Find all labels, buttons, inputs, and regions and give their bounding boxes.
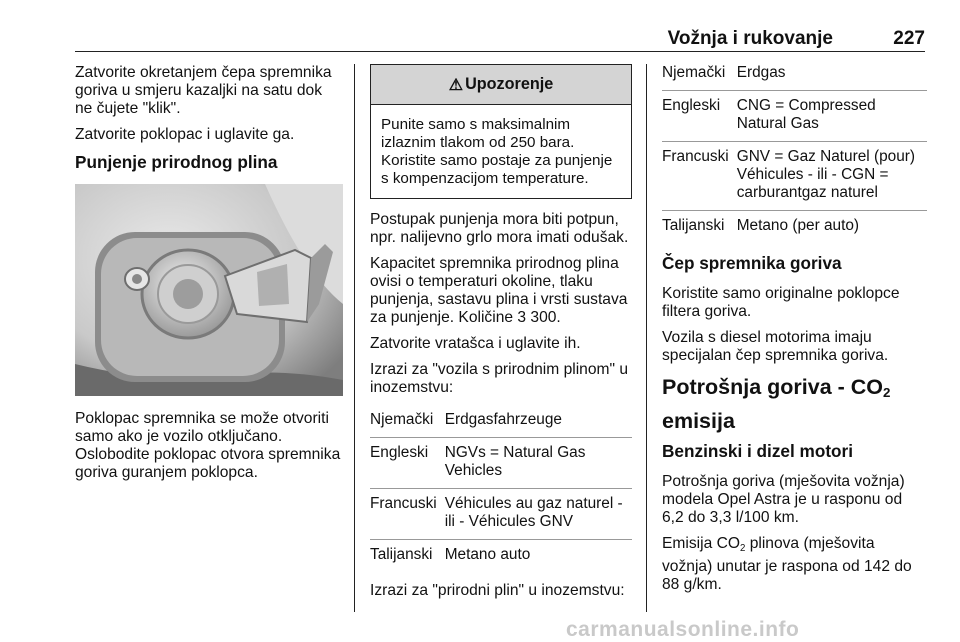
term-cell: Metano auto — [444, 546, 531, 563]
term-cell: NGVs = Natural Gas Vehicles — [445, 438, 632, 489]
table-row — [662, 211, 927, 244]
language-cell: Talijanski — [662, 217, 725, 234]
term-cell: GNV = Gaz Naturel (pour) Véhicules - ili - CGN = carburantgaz naturel — [737, 142, 927, 211]
column-left — [75, 64, 343, 490]
column-middle — [370, 64, 632, 608]
paragraph-complete-filling: Postupak punjenja mora biti potpun, npr. nalijevno grlo mora imati odušak. — [370, 211, 629, 246]
heading-petrol-diesel: Benzinski i dizel motori — [662, 441, 854, 461]
column-divider-left — [354, 64, 355, 612]
warning-text: Punite samo s maksimalnim izlaznim tlakom od 250 bara. Koristite samo postaje za punjenje s kompenzacijom temperature. — [381, 116, 613, 187]
term-cell: Erdgasfahrzeuge — [445, 405, 632, 438]
paragraph-close-door: Zatvorite vratašca i uglavite ih. — [370, 335, 581, 352]
table-row — [662, 58, 927, 91]
emission-text: Emisija CO — [662, 535, 740, 552]
column-divider-right — [646, 64, 647, 612]
watermark: carmanualsonline.info — [566, 618, 800, 641]
paragraph-close-flap: Zatvorite poklopac i uglavite ga. — [75, 126, 295, 143]
page-reference: 300. — [526, 309, 561, 326]
language-cell: Francuski — [662, 142, 737, 211]
paragraph-close-cap: Zatvorite okretanjem čepa spremnika goriva u smjeru kazaljki na satu dok ne čujete "klik". — [75, 64, 332, 117]
paragraph-tank-capacity — [370, 255, 632, 327]
table-row — [662, 142, 927, 211]
language-cell: Talijanski — [370, 546, 433, 563]
column-right — [662, 64, 927, 602]
term-cell: Metano (per auto) — [736, 217, 860, 234]
table-row — [370, 489, 632, 540]
warning-title: Upozorenje — [465, 75, 554, 93]
page-number: 227 — [893, 28, 925, 49]
paragraph-diesel-cap: Vozila s diesel motorima imaju specijalan čep spremnika goriva. — [662, 329, 889, 364]
term-cell: Véhicules au gaz naturel - ili - Véhicules GNV — [445, 489, 632, 540]
term-cell: CNG = Compressed Natural Gas — [737, 91, 927, 142]
vehicle-terms-table — [370, 405, 632, 572]
heading-text: Potrošnja goriva - CO — [662, 375, 884, 399]
heading-fuel-consumption-co2 — [662, 373, 927, 435]
table-row — [370, 405, 632, 438]
language-cell: Francuski — [370, 489, 445, 540]
language-cell: Engleski — [370, 438, 445, 489]
emission-text-rest: plinova (mješovita vožnja) unutar je raspona od 142 do 88 g/km. — [662, 535, 912, 593]
paragraph-unlock-flap: Poklopac spremnika se može otvoriti samo ako je vozilo otključano. Oslobodite poklopac otvora spremnika goriva guranjem poklopca. — [75, 410, 341, 481]
paragraph-emissions-range — [662, 535, 927, 594]
paragraph-original-caps: Koristite samo originalne poklopce filtera goriva. — [662, 285, 900, 320]
term-cell: Erdgas — [737, 58, 927, 91]
table-row — [662, 91, 927, 142]
paragraph-consumption-range: Potrošnja goriva (mješovita vožnja) modela Opel Astra je u rasponu od 6,2 do 3,3 l/100 km. — [662, 473, 905, 526]
warning-box — [370, 64, 632, 199]
page-header — [75, 22, 925, 52]
language-cell: Njemački — [662, 58, 737, 91]
page-reference-icon: 3 — [517, 309, 527, 326]
warning-triangle-icon: ⚠ — [448, 76, 464, 94]
language-cell: Engleski — [662, 91, 737, 142]
warning-header — [371, 65, 631, 105]
fuel-filler-photo — [75, 184, 343, 396]
heading-fuel-cap: Čep spremnika goriva — [662, 253, 842, 273]
heading-text-emissions: emisija — [662, 409, 735, 433]
table-row — [370, 540, 632, 573]
paragraph-vehicle-terms-intro: Izrazi za "vozila s prirodnim plinom" u inozemstvu: — [370, 361, 629, 396]
capacity-text: Kapacitet spremnika prirodnog plina ovisi o temperaturi okoline, tlaku punjenja, sastavu plina i vrsti sustava za punjenje. Količine — [370, 255, 628, 326]
table-row — [370, 438, 632, 489]
subscript: 2 — [739, 543, 746, 554]
paragraph-gas-terms-intro: Izrazi za "prirodni plin" u inozemstvu: — [370, 582, 625, 599]
chapter-title: Vožnja i rukovanje — [667, 28, 833, 49]
subscript: 2 — [883, 385, 891, 400]
language-cell: Njemački — [370, 405, 445, 438]
gas-terms-table — [662, 58, 927, 243]
heading-natural-gas-refuelling: Punjenje prirodnog plina — [75, 152, 278, 172]
